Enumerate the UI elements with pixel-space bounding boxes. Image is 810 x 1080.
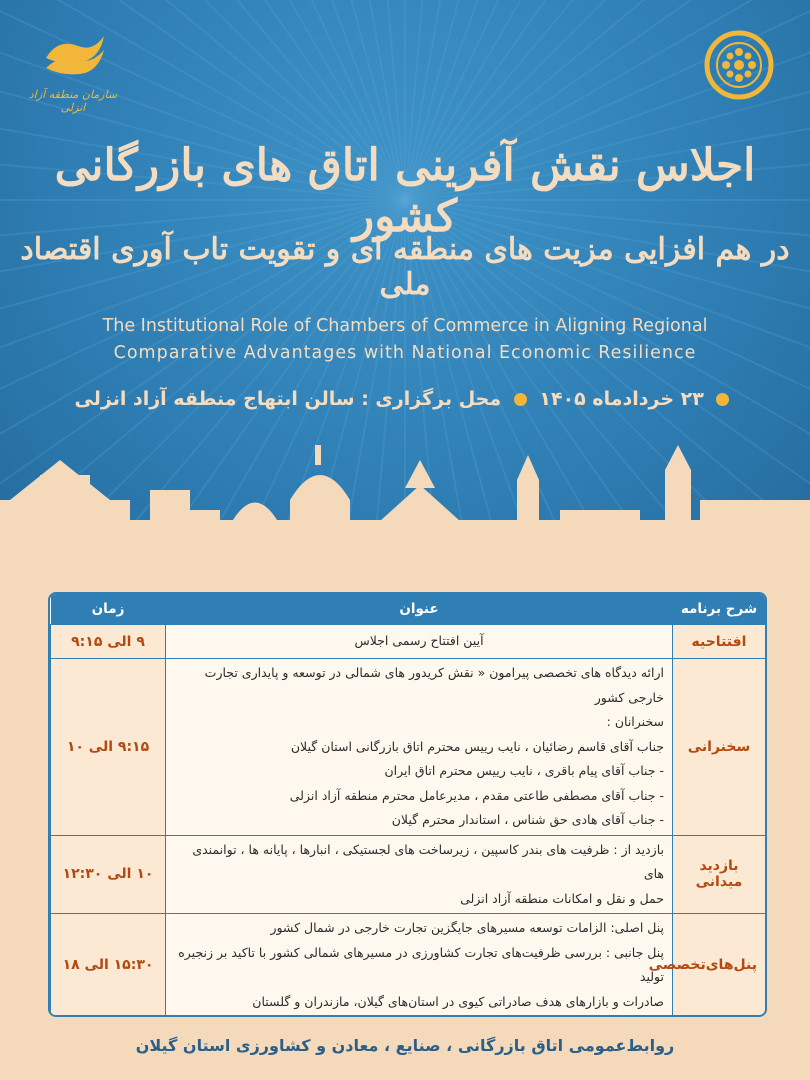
row-time	[51, 1017, 166, 1018]
chamber-seal-icon	[704, 30, 774, 100]
row-topic	[166, 1017, 673, 1018]
topic-line: - جناب آقای پیام باقری ، نایب رییس محترم اتاق ایران	[384, 763, 664, 778]
topic-line: - جناب آقای هادی حق شناس ، استاندار محترم گیلان	[391, 812, 664, 827]
row-topic	[166, 659, 673, 836]
topic-line: - جناب آقای مصطفی طاعتی مقدم ، مدیرعامل محترم منطقه آزاد انزلی	[289, 787, 664, 803]
row-topic	[166, 835, 673, 914]
header-time: زمان	[51, 594, 166, 625]
english-title-line2: Comparative Advantages with National Economic Resilience	[113, 343, 697, 363]
topic-line: آیین افتتاح رسمی اجلاس	[354, 633, 484, 649]
row-section: بازدید میدانی	[673, 835, 766, 914]
table-row	[51, 1017, 766, 1018]
topic-line: پنل اصلی: الزامات توسعه مسیرهای جایگزین تجارت خارجی در شمال کشور	[270, 920, 664, 935]
topic-line: بازدید از : ظرفیت های بندر کاسپین ، زیرساخت های لجستیکی ، انبارها ، پایانه ها ، توانمندی های	[192, 841, 664, 881]
bullet-dot-icon	[716, 393, 729, 406]
row-section: سخنرانی	[673, 659, 766, 836]
topic-line: سخنرانان :	[606, 714, 664, 729]
topic-line: پنل جانبی : بررسی ظرفیت‌های تجارت کشاورزی در مسیرهای شمالی کشور با تاکید بر زنجیره تولید	[178, 944, 664, 984]
event-date: ۲۳ خردادماه ۱۴۰۵	[539, 388, 704, 410]
date-venue-line	[0, 388, 810, 410]
row-section	[673, 1017, 766, 1018]
row-time: ۹:۱۵ الی ۱۰	[51, 659, 166, 836]
footer-credit: روابط‌عمومی اتاق بازرگانی ، صنایع ، معادن و کشاورزی استان گیلان	[135, 1036, 675, 1055]
city-skyline-illustration	[0, 440, 810, 600]
event-title: اجلاس نقش آفرینی اتاق های بازرگانی کشور	[54, 140, 756, 242]
topic-line: جناب آقای قاسم رضائیان ، نایب رییس محترم اتاق بازرگانی استان گیلان	[290, 738, 664, 754]
free-zone-logo	[28, 28, 118, 114]
table-header-row	[51, 594, 766, 625]
table-row	[51, 835, 766, 914]
row-section: پنل‌های‌تخصصی	[673, 914, 766, 1017]
event-subtitle: در هم افزایی مزیت های منطقه ای و تقویت تاب آوری اقتصاد ملی	[20, 232, 790, 302]
english-title-line1: The Institutional Role of Chambers of Commerce in Aligning Regional	[102, 316, 708, 336]
row-topic	[166, 914, 673, 1017]
wave-flag-icon	[38, 28, 108, 80]
header-topic: عنوان	[166, 594, 673, 625]
row-section: افتتاحیه	[673, 625, 766, 659]
row-time: ۹ الی ۹:۱۵	[51, 625, 166, 659]
event-venue: محل برگزاری : سالن ابتهاج منطقه آزاد انزلی	[74, 388, 502, 410]
table-row	[51, 659, 766, 836]
program-table	[48, 592, 767, 1017]
topic-line: حمل و نقل و امکانات منطقه آزاد انزلی	[460, 890, 664, 906]
topic-line: ارائه دیدگاه های تخصصی پیرامون « نقش کریدور های شمالی در توسعه و پایداری تجارت خارجی کشور	[204, 665, 664, 705]
free-zone-caption: سازمان منطقه آزاد انزلی	[28, 88, 118, 114]
table-row	[51, 625, 766, 659]
table-row	[51, 914, 766, 1017]
row-topic	[166, 625, 673, 659]
bullet-dot-icon	[514, 393, 527, 406]
topic-line: صادرات و بازارهای هدف صادراتی کیوی در استان‌های گیلان، مازندران و گلستان	[252, 993, 664, 1009]
row-time: ۱۰ الی ۱۲:۳۰	[51, 835, 166, 914]
row-time: ۱۵:۳۰ الی ۱۸	[51, 914, 166, 1017]
header-section: شرح برنامه	[673, 594, 766, 625]
